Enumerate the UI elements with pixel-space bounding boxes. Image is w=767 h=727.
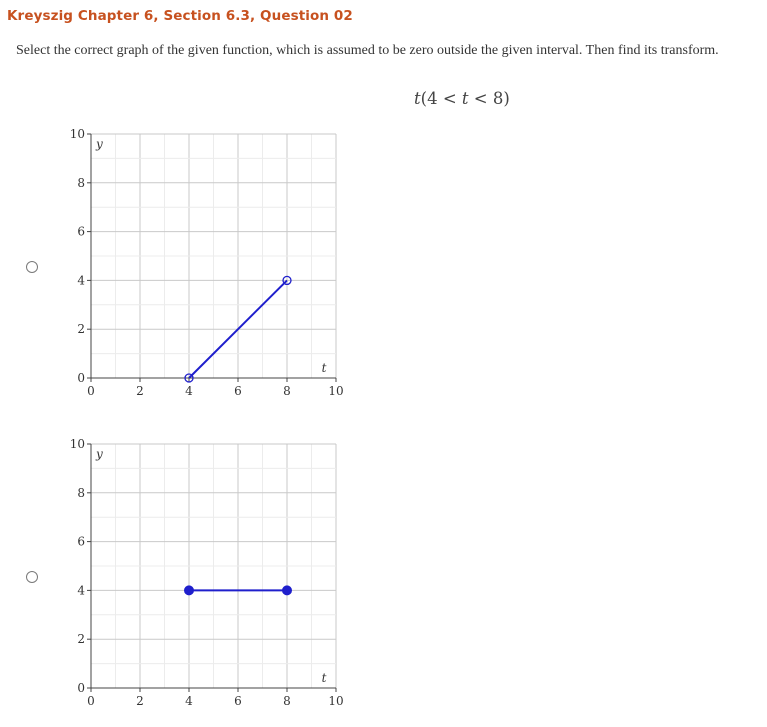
y-tick-label: 4 (77, 273, 85, 288)
x-tick-label: 4 (185, 694, 193, 708)
question-title: Kreyszig Chapter 6, Section 6.3, Question 02 (7, 8, 353, 24)
closed-endpoint (185, 586, 194, 595)
x-tick-label: 2 (136, 694, 144, 708)
x-tick-label: 0 (87, 694, 95, 708)
function-formula (414, 89, 510, 108)
x-tick-label: 4 (185, 384, 193, 398)
closed-endpoint (283, 586, 292, 595)
y-axis-label: y (96, 447, 103, 461)
y-tick-label: 2 (77, 322, 85, 337)
y-tick-label: 6 (77, 224, 85, 239)
radio-button[interactable] (26, 571, 38, 583)
y-tick-label: 4 (77, 583, 85, 598)
y-tick-label: 10 (69, 128, 85, 141)
formula-var: t (414, 89, 421, 108)
question-prompt: Select the correct graph of the given function, which is assumed to be zero outside the given interval. Then find its transform. (16, 43, 719, 58)
formula-var2: t (461, 89, 469, 108)
y-tick-label: 6 (77, 534, 85, 549)
x-tick-label: 2 (136, 384, 144, 398)
y-tick-label: 0 (77, 371, 85, 385)
x-tick-label: 8 (283, 694, 291, 708)
y-tick-label: 2 (77, 632, 85, 647)
y-tick-label: 8 (77, 485, 85, 500)
y-tick-label: 8 (77, 175, 85, 190)
x-tick-label: 10 (328, 384, 344, 398)
option-graph (55, 128, 355, 408)
x-tick-label: 10 (328, 694, 344, 708)
y-axis-label: y (96, 137, 103, 151)
x-tick-label: 8 (283, 384, 291, 398)
x-axis-label: t (321, 671, 327, 685)
x-tick-label: 0 (87, 384, 95, 398)
formula-close: < 8) (468, 89, 510, 108)
x-axis-label: t (321, 361, 327, 375)
radio-button[interactable] (26, 261, 38, 273)
formula-open: (4 < (420, 89, 462, 108)
x-tick-label: 6 (234, 694, 242, 708)
y-tick-label: 10 (69, 438, 85, 451)
y-tick-label: 0 (77, 681, 85, 695)
x-tick-label: 6 (234, 384, 242, 398)
option-graph (55, 438, 355, 718)
